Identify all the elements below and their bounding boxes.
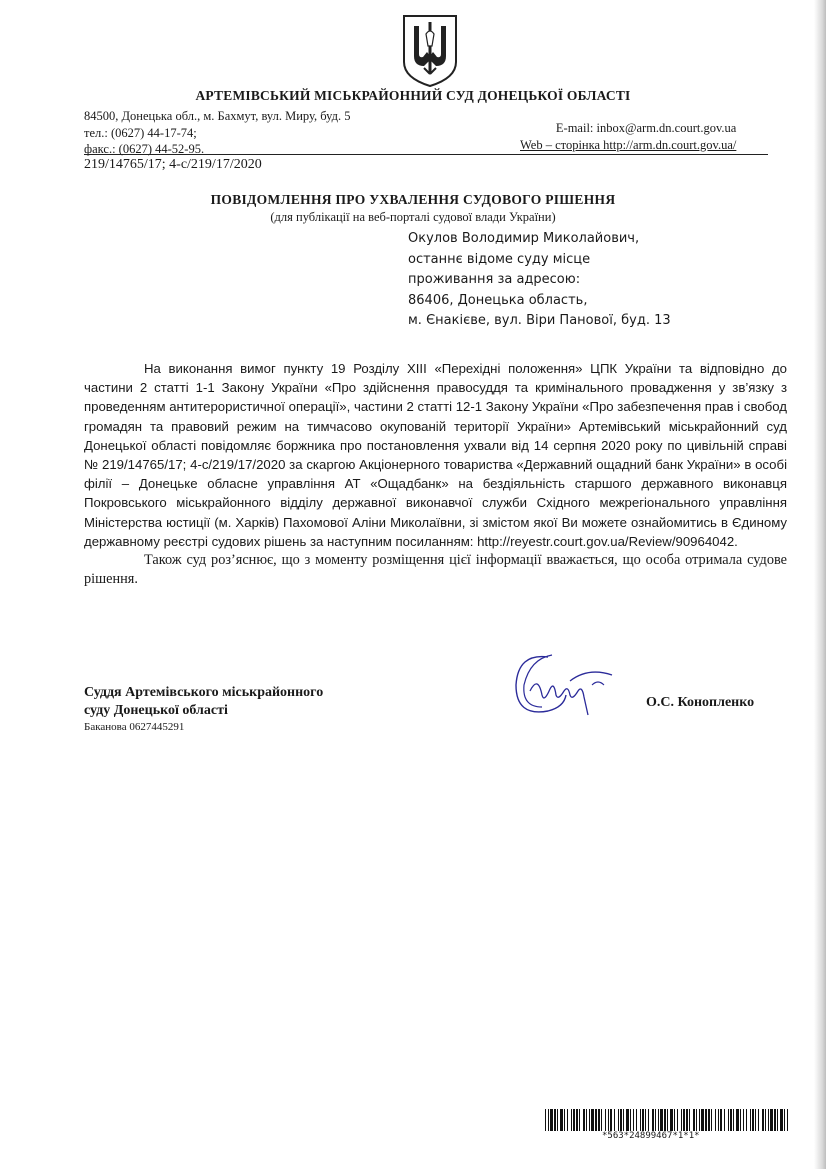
- notice-subtitle: (для публікації на веб-порталі судової влади України): [270, 210, 556, 224]
- barcode-bar: [718, 1109, 719, 1131]
- barcode-bar: [752, 1109, 754, 1131]
- barcode-bar: [610, 1109, 612, 1131]
- barcode-bar: [571, 1109, 572, 1131]
- barcode-bar: [626, 1109, 629, 1131]
- court-website: Web – сторінка http://arm.dn.court.gov.ua/: [520, 137, 737, 152]
- addressee-name: Окулов Володимир Миколайович,: [408, 231, 640, 246]
- barcode-bar: [573, 1109, 575, 1131]
- court-fax: факс.: (0627) 44-52-95.: [84, 142, 205, 156]
- barcode-bar: [686, 1109, 688, 1131]
- barcode-bar: [774, 1109, 776, 1131]
- barcode-bar: [730, 1109, 732, 1131]
- barcode-bar: [699, 1109, 700, 1131]
- barcode-bar: [623, 1109, 624, 1131]
- header-divider: [84, 154, 768, 155]
- court-name: АРТЕМІВСЬКИЙ МІСЬКРАЙОННИЙ СУД ДОНЕЦЬКОЇ ОБЛАСТІ: [195, 88, 631, 103]
- barcode-bar: [689, 1109, 690, 1131]
- barcode-bar: [648, 1109, 649, 1131]
- document-barcode: [545, 1109, 788, 1131]
- barcode-bar: [674, 1109, 675, 1131]
- barcode-bar: [630, 1109, 631, 1131]
- barcode-bar: [705, 1109, 707, 1131]
- coat-of-arms-icon: [400, 12, 460, 88]
- barcode-bar: [633, 1109, 634, 1131]
- handwritten-signature: [508, 645, 618, 720]
- barcode-bar: [583, 1109, 585, 1131]
- court-address-block: [84, 108, 350, 158]
- barcode-bar: [733, 1109, 734, 1131]
- barcode-bar: [640, 1109, 641, 1131]
- barcode-bar: [652, 1109, 654, 1131]
- barcode-bar: [636, 1109, 637, 1131]
- barcode-bar: [746, 1109, 747, 1131]
- barcode-bar: [693, 1109, 695, 1131]
- addressee-line-3: проживання за адресою:: [408, 272, 581, 287]
- addressee-line-4: 86406, Донецька область,: [408, 292, 588, 308]
- barcode-bar: [728, 1109, 729, 1131]
- barcode-bar: [608, 1109, 609, 1131]
- barcode-bar: [758, 1109, 759, 1131]
- barcode-bar: [696, 1109, 697, 1131]
- notice-body: [84, 359, 787, 589]
- barcode-bar: [780, 1109, 783, 1131]
- barcode-bar: [576, 1109, 578, 1131]
- barcode-bar: [642, 1109, 644, 1131]
- notice-title: ПОВІДОМЛЕННЯ ПРО УХВАЛЕННЯ СУДОВОГО РІШЕННЯ: [210, 192, 616, 207]
- barcode-bar: [670, 1109, 673, 1131]
- barcode-bar: [586, 1109, 587, 1131]
- barcode-bar: [777, 1109, 778, 1131]
- barcode-bar: [595, 1109, 597, 1131]
- barcode-bar: [598, 1109, 600, 1131]
- barcode-bar: [770, 1109, 773, 1131]
- barcode-bar: [715, 1109, 716, 1131]
- barcode-bar: [548, 1109, 549, 1131]
- barcode-bar: [743, 1109, 744, 1131]
- barcode-bar: [711, 1109, 712, 1131]
- barcode-bar: [701, 1109, 704, 1131]
- barcode-bar: [660, 1109, 663, 1131]
- body-paragraph-2: Також суд роз’яснює, що з моменту розміщення цієї інформації вважається, що особа отримала судове рішення.: [84, 552, 787, 588]
- court-phone: тел.: (0627) 44-17-74;: [84, 125, 197, 140]
- barcode-bar: [755, 1109, 756, 1131]
- clerk-contact: Баканова 0627445291: [84, 721, 185, 733]
- barcode-bar: [554, 1109, 556, 1131]
- barcode-text: *563*24899467*1*1*: [602, 1131, 700, 1141]
- judge-title-line-1: Суддя Артемівського міськрайонного: [84, 685, 324, 700]
- judge-title-block: [84, 684, 323, 720]
- court-address: 84500, Донецька обл., м. Бахмут, вул. Миру, буд. 5: [84, 109, 351, 123]
- barcode-bar: [605, 1109, 606, 1131]
- barcode-bar: [655, 1109, 656, 1131]
- court-email: E-mail: inbox@arm.dn.court.gov.ua: [555, 121, 737, 135]
- barcode-bar: [720, 1109, 722, 1131]
- barcode-bar: [784, 1109, 785, 1131]
- barcode-bar: [601, 1109, 602, 1131]
- barcode-bar: [708, 1109, 710, 1131]
- barcode-bar: [545, 1109, 546, 1131]
- addressee-line-2: останнє відоме суду місце: [408, 251, 591, 267]
- barcode-bar: [736, 1109, 739, 1131]
- barcode-bar: [557, 1109, 558, 1131]
- barcode-bar: [765, 1109, 766, 1131]
- barcode-bar: [683, 1109, 685, 1131]
- barcode-bar: [724, 1109, 725, 1131]
- barcode-bar: [550, 1109, 553, 1131]
- barcode-bar: [768, 1109, 769, 1131]
- judge-name: О.С. Конопленко: [646, 695, 755, 710]
- judge-title-line-2: суду Донецької області: [84, 703, 228, 718]
- addressee-line-5: м. Єнакієве, вул. Віри Панової, буд. 13: [408, 313, 671, 328]
- barcode-bar: [750, 1109, 751, 1131]
- barcode-bar: [645, 1109, 646, 1131]
- barcode-bar: [664, 1109, 666, 1131]
- barcode-bar: [560, 1109, 563, 1131]
- barcode-bar: [567, 1109, 568, 1131]
- barcode-bar: [579, 1109, 580, 1131]
- barcode-bar: [658, 1109, 659, 1131]
- scan-page-edge: [814, 0, 826, 1169]
- barcode-bar: [787, 1109, 788, 1131]
- barcode-bar: [740, 1109, 741, 1131]
- barcode-bar: [677, 1109, 678, 1131]
- case-number: 219/14765/17; 4-с/219/17/2020: [84, 157, 262, 172]
- barcode-bar: [762, 1109, 764, 1131]
- barcode-bar: [620, 1109, 622, 1131]
- body-paragraph-1: На виконання вимог пункту 19 Розділу XIII «Перехідні положення» ЦПК України та відповідно до частини 2 статті 1-1 Закону України «Про здійснення правосуддя та кримінального провадження у зв’язку з проведенням антитерористичної операції», частини 2 статті 12-1 Закону України «Про забезпечення прав і свобод громадян та правовий режим на тимчасово окупованій території України» Артемівський міськрайонний суд Донецької області повідомляє боржника про постановлення ухвали від 14 серпня 2020 року по цивільній справі № 219/14765/17; 4-с/219/17/2020 за скаргою Акціонерного товариства «Державний ощадний банк України» в особі філії – Донецьке обласне управління АТ «Ощадбанк» на бездіяльність старшого державного виконавця Покровського міськрайонного відділу державної виконавчої служби Східного межрегіонального управління Міністерства юстиції (м. Харків) Пахомової Аліни Миколаївни, зі змістом якої Ви можете ознайомитись в Єдиному державному реєстрі судових рішень за наступним посиланням: http://reyestr.court.gov.ua/Review/90964042.: [84, 361, 787, 549]
- barcode-bar: [667, 1109, 668, 1131]
- barcode-bar: [618, 1109, 619, 1131]
- addressee-block: [398, 229, 671, 332]
- court-contacts-block: [520, 120, 736, 153]
- barcode-bar: [614, 1109, 615, 1131]
- barcode-bar: [591, 1109, 594, 1131]
- barcode-bar: [681, 1109, 682, 1131]
- barcode-bar: [589, 1109, 590, 1131]
- barcode-bar: [564, 1109, 565, 1131]
